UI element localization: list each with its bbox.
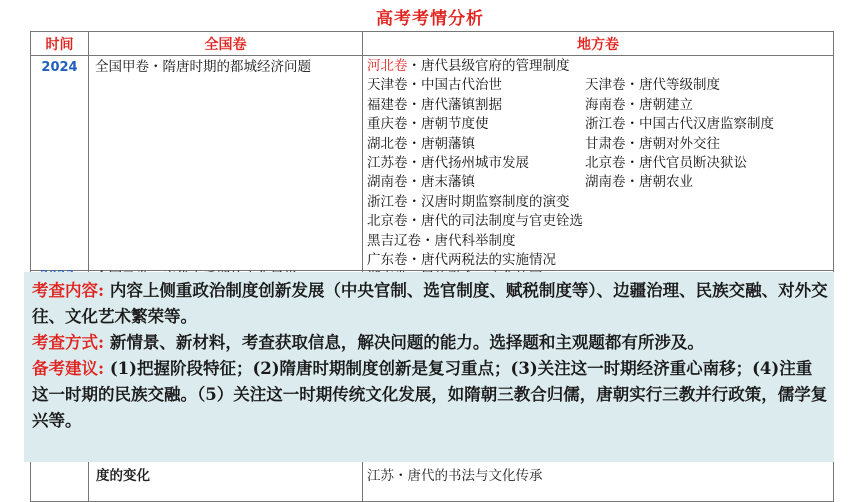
method-paragraph — [32, 330, 828, 356]
advice-text: (1)把握阶段特征；(2)隋唐时期制度创新是复习重点；(3)关注这一时期经济重心南移；(4)注重这一时期的民族交融。（5）关注这一时期传统文化发展，如隋朝三教合归儒，唐朝实行三教并行政策，儒学复兴等。 — [32, 359, 828, 430]
local-item: 浙江卷・汉唐时期监察制度的演变 — [367, 193, 570, 210]
method-text: 新情景、新材料，考查获取信息，解决问题的能力。选择题和主观题都有所涉及。 — [109, 333, 704, 352]
local-item: 湖南卷・唐末藩镇 — [367, 174, 475, 191]
local-item: 甘肃卷・唐朝对外交往 — [585, 135, 720, 152]
national-exam-2024: 全国甲卷・隋唐时期的都城经济问题 — [89, 56, 363, 271]
header-time: 时间 — [31, 32, 89, 56]
local-item: 北京卷・唐代的司法制度与官吏铨选 — [367, 213, 583, 230]
header-local: 地方卷 — [363, 32, 834, 56]
bottom-local-text: 江苏・唐代的书法与文化传承 — [367, 468, 543, 484]
local-item: 天津卷・中国古代治世 — [367, 77, 502, 94]
local-exams-2024 — [363, 56, 834, 271]
local-pair — [367, 135, 829, 154]
content-label: 考查内容: — [32, 281, 105, 300]
content-text: 内容上侧重政治制度创新发展（中央官制、选官制度、赋税制度等）、边疆治理、民族交融、对外交往、文化艺术繁荣等。 — [32, 281, 828, 326]
local-item: 广东卷・唐代两税法的实施情况 — [367, 252, 556, 269]
local-pair — [367, 76, 829, 95]
local-item — [367, 57, 829, 76]
local-item: 江苏卷・唐代扬州城市发展 — [367, 155, 529, 172]
local-pair — [367, 154, 829, 173]
local-pair — [367, 173, 829, 192]
table-row — [31, 56, 834, 271]
advice-paragraph — [32, 356, 828, 434]
local-pair — [367, 115, 829, 134]
bottom-national-text: 度的变化 — [96, 468, 150, 484]
advice-label: 备考建议: — [32, 359, 105, 378]
local-item: 福建卷・唐代藩镇割据 — [367, 96, 502, 113]
year-2024: 2024 — [31, 56, 89, 271]
content-paragraph — [32, 278, 828, 330]
table-header-row — [31, 32, 834, 56]
local-item: 浙江卷・中国古代汉唐监察制度 — [585, 116, 774, 133]
local-item: 海南卷・唐朝建立 — [585, 96, 693, 113]
method-label: 考查方式: — [32, 333, 105, 352]
local-item-rest: ・唐代县级官府的管理制度 — [407, 58, 570, 74]
header-national: 全国卷 — [89, 32, 363, 56]
local-item: 湖北卷・唐朝藩镇 — [367, 135, 475, 152]
analysis-callout — [24, 272, 834, 462]
local-item: 天津卷・唐代等级制度 — [585, 77, 720, 94]
local-item: 黑吉辽卷・唐代科举制度 — [367, 232, 516, 249]
local-item: 重庆卷・唐朝节度使 — [367, 116, 489, 133]
local-pair — [367, 96, 829, 115]
page-title: 高考考情分析 — [376, 9, 484, 29]
local-item: 北京卷・唐代官员断决狱讼 — [585, 155, 747, 172]
local-item: 湖南卷・唐朝农业 — [585, 174, 693, 191]
local-item-highlight: 河北卷 — [367, 58, 408, 74]
